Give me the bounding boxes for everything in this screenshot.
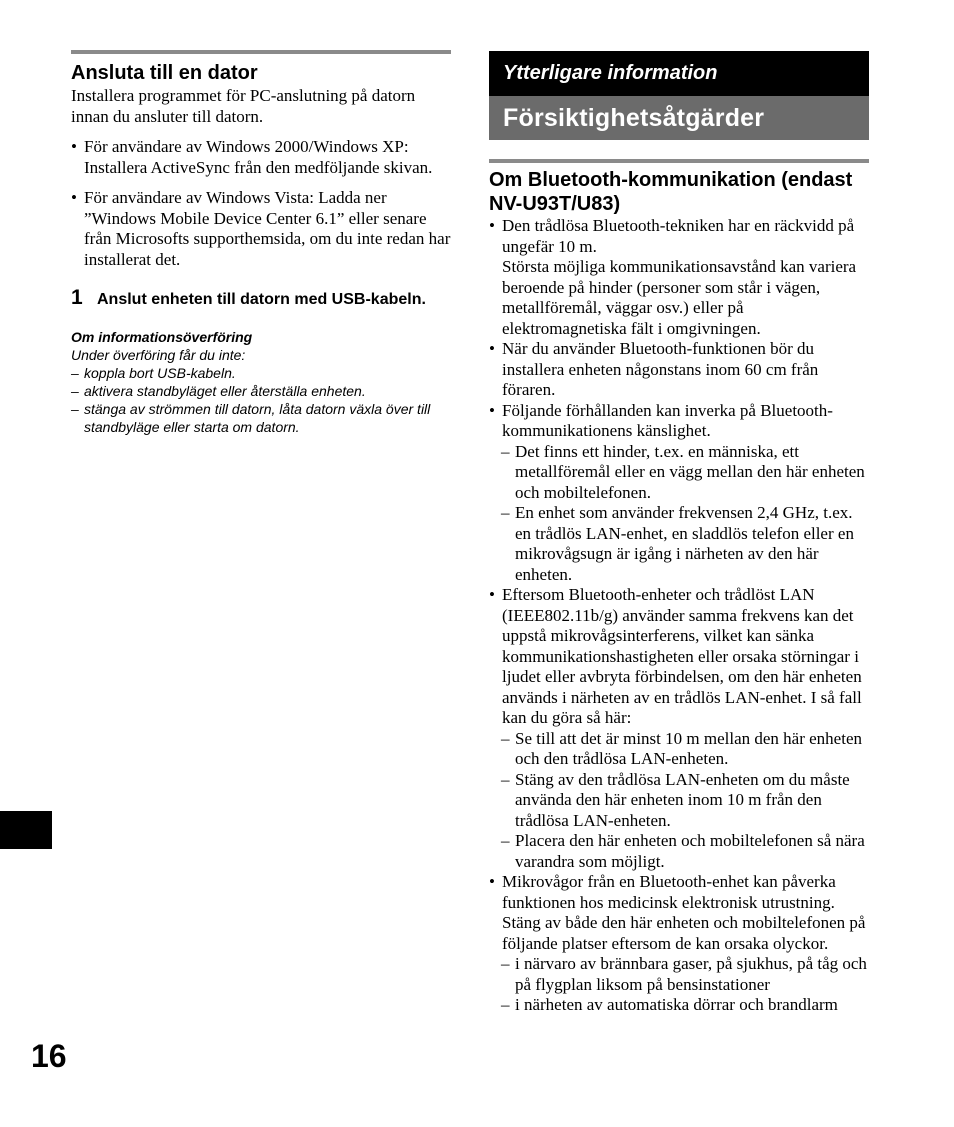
left-column bbox=[71, 50, 451, 436]
sub-item-text: Se till att det är minst 10 m mellan den här enheten och den trådlösa LAN-enheten. bbox=[515, 728, 862, 768]
list-item bbox=[489, 401, 869, 586]
sub-item-text: Placera den här enheten och mobiltelefonen så nära varandra som möjligt. bbox=[515, 831, 865, 871]
bullet-mark: • bbox=[489, 339, 495, 358]
sub-list-item bbox=[489, 995, 869, 1016]
dash-mark: – bbox=[501, 831, 510, 850]
dash-mark: – bbox=[71, 401, 79, 417]
note-item bbox=[71, 364, 451, 382]
dash-mark: – bbox=[501, 441, 510, 461]
bullet-text: För användare av Windows 2000/Windows XP: Installera ActiveSync från den medföljande skivan. bbox=[84, 137, 433, 177]
bullet-text: För användare av Windows Vista: Ladda ner ”Windows Mobile Device Center 6.1” eller senare från Microsofts supporthemsida, om du inte redan har installerat det. bbox=[84, 188, 451, 269]
list-item bbox=[489, 585, 869, 872]
sub-list-item bbox=[489, 729, 869, 770]
left-heading: Ansluta till en dator bbox=[71, 62, 258, 84]
sub-list-item bbox=[489, 831, 869, 872]
sub-list bbox=[489, 442, 869, 586]
note-item-text: stänga av strömmen till datorn, låta datorn växla över till standbyläge eller starta om datorn. bbox=[84, 401, 431, 435]
section-bar-text: Ytterligare information bbox=[503, 62, 718, 84]
item-text: Följande förhållanden kan inverka på Bluetooth-kommunikationens känslighet. bbox=[502, 400, 833, 440]
title-bar bbox=[489, 96, 869, 140]
bullet-mark: • bbox=[71, 137, 77, 156]
left-heading-rule bbox=[71, 50, 451, 54]
item-text: Mikrovågor från en Bluetooth-enhet kan påverka funktionen hos medicinsk elektronisk utrustning. Stäng av både den här enheten och mobiltelefonen på följande platser eftersom de kan orsaka olyckor. bbox=[502, 872, 866, 953]
bullet-mark: • bbox=[489, 872, 495, 891]
sub-list-item bbox=[489, 770, 869, 832]
list-item bbox=[489, 339, 869, 401]
dash-mark: – bbox=[71, 365, 79, 381]
right-heading-rule bbox=[489, 159, 869, 163]
sub-list-item bbox=[489, 503, 869, 585]
dash-mark: – bbox=[501, 769, 510, 789]
sub-list-item bbox=[489, 442, 869, 504]
dash-mark: – bbox=[71, 383, 79, 399]
dash-mark: – bbox=[501, 995, 510, 1014]
bullet-mark: • bbox=[71, 188, 77, 207]
step-number: 1 bbox=[71, 286, 83, 309]
right-column bbox=[489, 51, 869, 1016]
sub-list bbox=[489, 954, 869, 1016]
section-bar bbox=[489, 51, 869, 96]
chapter-tab bbox=[0, 811, 52, 849]
list-item bbox=[71, 137, 451, 178]
left-bullet-list bbox=[71, 137, 451, 270]
page-number: 16 bbox=[31, 1038, 67, 1074]
sub-list bbox=[489, 729, 869, 873]
sub-item-text: Stäng av den trådlösa LAN-enheten om du måste använda den här enheten inom 10 m från den trådlösa LAN-enheten. bbox=[515, 769, 850, 830]
bullet-mark: • bbox=[489, 400, 495, 420]
dash-mark: – bbox=[501, 728, 510, 748]
sub-list-item bbox=[489, 954, 869, 995]
bullet-mark: • bbox=[489, 216, 495, 235]
step-text: Anslut enheten till datorn med USB-kabeln. bbox=[97, 291, 426, 308]
item-text: Den trådlösa Bluetooth-tekniken har en räckvidd på ungefär 10 m. bbox=[502, 216, 855, 256]
sub-item-text: i närvaro av brännbara gaser, på sjukhus, på tåg och på flygplan liksom på bensinstationer bbox=[515, 954, 867, 994]
sub-item-text: En enhet som använder frekvensen 2,4 GHz, t.ex. en trådlös LAN-enhet, en sladdlös telefon eller en mikrovågsugn är igång i närheten av den här enheten. bbox=[515, 503, 854, 584]
note-item bbox=[71, 382, 451, 400]
right-heading: Om Bluetooth-kommunikation (endast NV-U93T/U83) bbox=[489, 169, 853, 215]
item-text: Eftersom Bluetooth-enheter och trådlöst LAN (IEEE802.11b/g) använder samma frekvens kan det uppstå mikrovågsinterferens, vilket kan sänka kommunikationshastigheten eller orsaka störningar i ljudet eller avbryta förbindelsen, om den här enheten används i närheten av en trådlös LAN-enhet. I så fall kan du göra så här: bbox=[502, 585, 862, 727]
list-item bbox=[489, 216, 869, 339]
left-intro: Installera programmet för PC-anslutning på datorn innan du ansluter till datorn. bbox=[71, 86, 416, 126]
bullet-mark: • bbox=[489, 585, 495, 604]
step-1 bbox=[71, 286, 451, 310]
note-item-text: koppla bort USB-kabeln. bbox=[84, 365, 236, 381]
dash-mark: – bbox=[501, 503, 510, 522]
note-item-text: aktivera standbyläget eller återställa enheten. bbox=[84, 383, 366, 399]
list-item bbox=[71, 188, 451, 270]
note-item bbox=[71, 400, 451, 436]
note-lead: Under överföring får du inte: bbox=[71, 347, 246, 363]
dash-mark: – bbox=[501, 954, 510, 973]
note-title: Om informationsöverföring bbox=[71, 329, 253, 345]
info-note bbox=[71, 328, 451, 436]
item-extra-text: Största möjliga kommunikationsavstånd kan variera beroende på hinder (personer som står i vägen, metallföremål, väggar osv.) eller på elektromagnetiska fält i omgivningen. bbox=[502, 257, 857, 338]
item-text: När du använder Bluetooth-funktionen bör du installera enheten någonstans inom 60 cm från föraren. bbox=[502, 339, 819, 399]
bluetooth-list bbox=[489, 216, 869, 1016]
sub-item-text: i närheten av automatiska dörrar och brandlarm bbox=[515, 995, 838, 1014]
sub-item-text: Det finns ett hinder, t.ex. en människa, ett metallföremål eller en vägg mellan den här enheten och mobiltelefonen. bbox=[515, 441, 865, 502]
page-title: Försiktighetsåtgärder bbox=[503, 103, 765, 132]
list-item bbox=[489, 872, 869, 1016]
